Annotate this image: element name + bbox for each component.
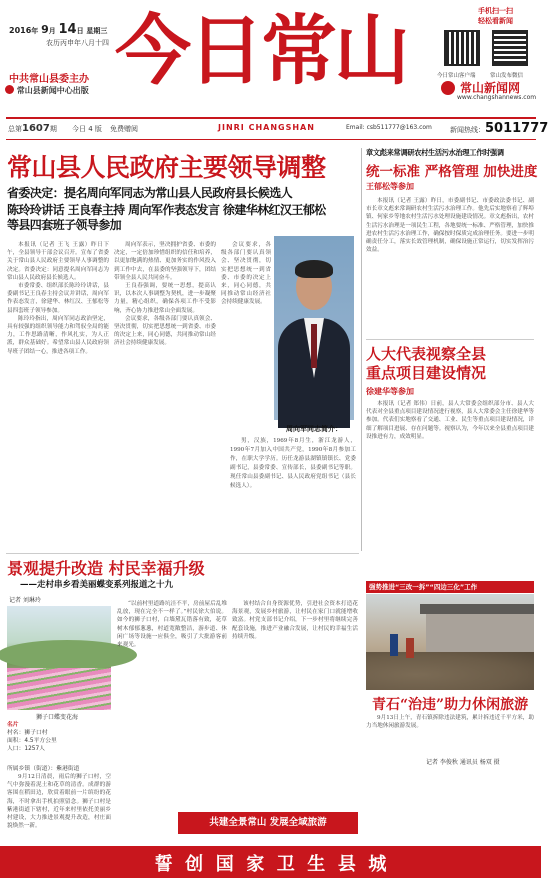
demolition-photo	[366, 594, 534, 690]
flower-field-photo	[7, 606, 111, 710]
campaign-label: 强势推进“三改一拆”“四边三化”工作	[366, 581, 534, 593]
feature-top-rule	[6, 553, 359, 554]
wechat-caption: 常山发布微信	[490, 73, 524, 79]
right-section-rule	[366, 339, 534, 340]
column-divider	[361, 148, 362, 551]
worker-figure	[390, 634, 398, 656]
rubble-pile	[366, 652, 534, 690]
masthead	[0, 0, 541, 120]
fact-area: 面积：4.5平方公里	[7, 738, 57, 744]
app-caption: 今日常山客户端	[437, 73, 476, 79]
right-top-text: 本报讯（记者 王露）昨日，市委副书记、市委政法委书记、副市长章文彪来常调研农村生活污水治理工作。他先后实地察看了辉埠镇、何家乡等地农村生活污水处理设施建设情况。章文彪指出，农村生活污水治理是一项民生工程，各地要统一标准、严格管理，加快推进农村生活污水治理工作，确保按时保质完成治理任务。要进一步明确责任分工，落实长效管理机制，确保设施正常运行，切实发挥治污效益。	[366, 198, 534, 254]
tourism-banner: 共建全景常山 发展全域旅游	[178, 812, 358, 834]
lead-body-col1: 本报讯（记者 王飞 王露）昨日下午，全县领导干部会议召开。宣布了省委关于常山县人民政府主要领导人事调整的决定。省委决定：同意提名周向军同志为常山县人民政府县长候选人。 市委常委、组织部长陈玲玲讲话，县委副书记王良春主持会议并讲话，周向军作表态发言，徐建华、林红汉、王郁松等县四套班子领导参加。 陈玲玲指出，周向军同志政治坚定，具有较强的组织领导能力和驾驭全局的能力，工作思路清晰，作风扎实，为人正派，群众基础好。希望常山县人民政府领导班子团结一心，推进各项工作。	[7, 242, 109, 355]
portrait-tie	[311, 324, 317, 368]
email[interactable]: Email: csb511777@163.com	[346, 124, 432, 131]
portrait-hair	[295, 260, 333, 278]
right-top-kicker: 章文彪来常调研农村生活污水治理工作时强调	[366, 148, 504, 157]
right-mid-headline: 人大代表视察全县 重点项目建设情况	[366, 345, 487, 382]
hotline: 新闻热线：5011777	[450, 121, 548, 136]
pinyin-title: JINRI CHANGSHAN	[218, 123, 315, 132]
footer-banner	[0, 846, 541, 878]
portrait-photo	[274, 236, 354, 420]
lunar-date: 农历丙申年八月十四	[46, 39, 109, 47]
fact-title: 名片	[7, 722, 19, 728]
photo-caption: 狮子口蝶变花海	[36, 714, 79, 721]
feature-reporter: 记者 刘琳玲	[9, 597, 41, 604]
profile-caption: 周向军同志简介：	[286, 425, 342, 433]
village-fact-box	[7, 721, 111, 761]
fact-village: 村名：狮子口村	[7, 730, 48, 736]
fact-population: 人口：1257人	[7, 746, 45, 752]
feature-headline: 景观提升改造 村民幸福升级	[7, 559, 205, 578]
lead-body-col2: 周向军表示，坚决拥护省委、市委的决定，一定倍加珍惜组织的信任和培养，以更加饱满的热情、更加务实的作风投入到工作中去，在县委的坚强领导下，团结带领全县人民共同奋斗。 王良春强调，要统一思想，提高认识，以本次人事调整为契机，进一步凝聚力量，精心组织，确保各项工作不受影响，齐心协力推进常山全面发展。 会议要求，各级各部门要认真领会、坚决贯彻，切实把思想统一到省委、市委的决定上来，同心同德，共同推动常山经济社会持续健康发展。	[114, 242, 216, 347]
right-top-headline: 统一标准 严格管理 加快进度	[366, 164, 538, 180]
website-name: 常山新闻网	[460, 81, 521, 95]
feature-col-c: 该村结合自身资源优势，引进社会资本打造花海景观，发展乡村旅游，让村民在家门口就能增收致富。村党支部书记介绍，下一步村里将继续完善配套设施，推进产业融合发展，让村民的幸福生活持续升级。	[232, 601, 358, 640]
date-line: 2016年 9月 14日 星期三	[9, 22, 108, 37]
flower-rows	[7, 668, 111, 710]
photo-story-title: 青石“治违”助力休闲旅游	[372, 697, 529, 713]
worker-figure	[406, 638, 414, 658]
issue-number: 总第1607期	[8, 123, 57, 134]
feature-col-a: 9月12日清晨，雨后的狮子口村，空气中弥漫着泥土和花草的清香。成群的游客围在稻田边，欣赏着眼前一片缤纷的花海，不时拿出手机拍照留念。狮子口村是紫港街道下辖村，近年来村里依托美丽乡村建设，大力推进景观提升改造，村庄面貌焕然一新。	[7, 774, 111, 830]
sponsor: 中共常山县委主办	[9, 74, 89, 85]
fact-town: 所属乡镇（街道）：紫港街道	[7, 766, 80, 772]
publisher-icon	[5, 85, 14, 94]
lead-body-col3: 会议要求，各级各部门要认真领会、坚决贯彻，切实把思想统一到省委、市委的决定上来，同心同德，共同推动常山经济社会持续健康发展。	[221, 242, 271, 306]
lead-subhead: 省委决定：提名周向军同志为常山县人民政府县长候选人	[7, 186, 293, 200]
wechat-qr-icon[interactable]	[492, 30, 528, 66]
feature-col-b: “以前村里道路坑洼不平，房前屋后乱堆乱放，现在完全不一样了。”村民徐大伯说。如今的狮子口村，白墙黛瓦错落有致，花草树木郁郁葱葱，村道宽敞整洁，游步道、休闲广场等设施一应俱全，吸引了大批游客前来观光。	[117, 601, 227, 649]
infobar-bottom-rule	[6, 139, 536, 140]
right-top-sub: 王郁松等参加	[366, 182, 414, 191]
footer-slogan: 誓 创 国 家 卫 生 县 城	[154, 854, 387, 875]
photo-story-text: 9月13日上午，青石镇拆除违法建筑，累计拆违近千平方米，助力当地休闲旅游发展。	[366, 715, 534, 730]
website-url[interactable]: www.changshannews.com	[457, 94, 537, 101]
infobar	[6, 120, 548, 138]
website-logo-icon	[441, 81, 455, 95]
newspaper-title: 今日常山	[115, 6, 407, 95]
feature-subhead: ——走村串乡看美丽蝶变系列报道之十九	[20, 580, 174, 590]
free-label: 免费赠阅	[110, 125, 138, 133]
scan-slogan: 手机扫一扫 轻松看新闻	[478, 7, 513, 25]
profile-text: 男，汉族，1969年8月生，浙江龙游人，1990年7月加入中国共产党，1990年8月参加工作，在职大学学历。历任龙游县湖镇镇镇长、党委副书记，县委常委、宣传部长，县委副书记等职。现任常山县委副书记、县人民政府党组书记（县长候选人）。	[230, 438, 356, 489]
photo-credit: 记者 李俊秋 通讯员 杨双 摄	[426, 759, 500, 766]
right-mid-sub: 徐建华等参加	[366, 387, 414, 396]
right-mid-text: 本报讯（记者 郑伟）日前，县人大常委会组织部分市、县人大代表对全县重点项目建设情况进行视察，县人大常委会主任徐建华等参加。代表们实地察看了交通、工业、民生等重点项目建设情况，详细了解项目进展、存在问题等。视察认为，今年以来全县重点项目建设推进有力，成效明显。	[366, 401, 534, 440]
building-roof	[420, 604, 534, 614]
page-count: 今日 4 版	[72, 125, 102, 133]
app-qr-icon[interactable]	[444, 30, 480, 66]
publisher: 常山县新闻中心出版	[5, 85, 89, 96]
infobar-top-rule	[6, 117, 536, 119]
lead-headline: 常山县人民政府主要领导调整	[7, 153, 326, 182]
lead-meeting-line: 陈玲玲讲话 王良春主持 周向军作表态发言 徐建华林红汉王郁松 等县四套班子领导参加	[7, 203, 326, 232]
